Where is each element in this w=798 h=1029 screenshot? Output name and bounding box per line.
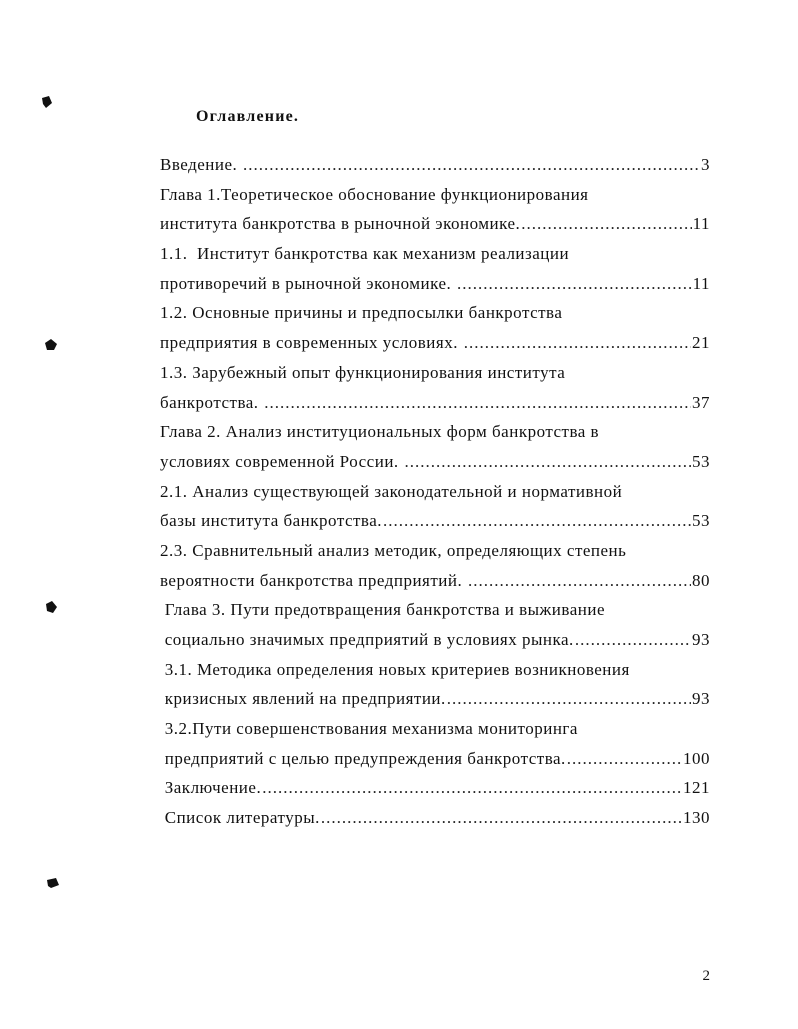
toc-line	[160, 388, 710, 418]
page-title: Оглавление.	[196, 108, 300, 125]
toc-entry-text: Список литературы.	[160, 808, 320, 828]
toc-line	[160, 269, 710, 299]
toc-line	[160, 506, 710, 536]
toc-entry-text: Глава 1.Теоретическое обоснование функционирования	[160, 184, 589, 204]
toc-entry-text: предприятия в современных условиях.	[160, 333, 463, 353]
toc-dot-leader	[262, 773, 682, 803]
toc-entry-text: 3.1. Методика определения новых критериев возникновения	[160, 659, 630, 679]
toc-dot-leader	[383, 506, 691, 536]
toc-entry-text: социально значимых предприятий в условиях рынка.	[160, 630, 574, 649]
toc-line	[160, 447, 710, 477]
toc-entry-text: 1.1. Институт банкротства как механизм реализации	[160, 244, 570, 264]
page-number: 2	[702, 968, 710, 984]
toc-entry-text: 2.1. Анализ существующей законодательной и нормативной	[160, 481, 623, 501]
toc-line	[160, 477, 710, 507]
toc-entry-text: Заключение.	[160, 778, 262, 798]
punch-mark-icon	[44, 600, 58, 614]
toc-page-number: 121	[683, 778, 710, 798]
toc-line	[160, 625, 710, 655]
toc-page-number: 3	[701, 155, 710, 174]
toc-dot-leader	[575, 625, 691, 655]
toc-page-number: 100	[683, 748, 710, 768]
toc-entry-text: вероятности банкротства предприятий.	[160, 570, 467, 590]
toc-line	[160, 595, 710, 625]
toc-page-number: 11	[692, 273, 710, 293]
punch-mark-icon	[44, 338, 58, 352]
toc-line	[160, 298, 710, 328]
toc-entry-text: 1.3. Зарубежный опыт функционирования института	[160, 362, 566, 382]
toc-page-number: 130	[683, 808, 710, 828]
toc-page-number: 21	[692, 333, 710, 353]
toc-page-number: 93	[692, 689, 710, 709]
toc-entry-text: противоречий в рыночной экономике.	[160, 273, 456, 293]
toc-entry-text: Глава 2. Анализ институциональных форм банкротства в	[160, 422, 600, 442]
toc-line	[160, 566, 710, 596]
toc-dot-leader	[567, 744, 682, 774]
toc-dot-leader	[404, 447, 691, 477]
toc-dot-leader	[464, 328, 691, 358]
toc-line	[160, 803, 710, 833]
toc-dot-leader	[457, 269, 692, 299]
toc-entry-text: условиях современной России.	[160, 451, 404, 471]
toc-line	[160, 150, 710, 180]
toc-page-number: 37	[692, 392, 710, 412]
toc-line	[160, 684, 710, 714]
toc-line	[160, 239, 710, 269]
table-of-contents	[160, 150, 710, 833]
toc-entry-text: 3.2.Пути совершенствования механизма мониторинга	[160, 719, 578, 739]
toc-line	[160, 209, 710, 239]
toc-line	[160, 358, 710, 388]
toc-line	[160, 655, 710, 685]
toc-entry-text: Введение.	[160, 155, 243, 174]
toc-entry-text: базы института банкротства.	[160, 511, 383, 531]
toc-entry-text: Глава 3. Пути предотвращения банкротства и выживание	[160, 600, 605, 620]
punch-mark-icon	[46, 876, 60, 890]
toc-dot-leader	[447, 684, 691, 714]
toc-dot-leader	[468, 566, 691, 596]
punch-mark-icon	[40, 95, 54, 109]
toc-line	[160, 744, 710, 774]
toc-dot-leader	[243, 150, 700, 180]
toc-line	[160, 180, 710, 210]
toc-page-number: 93	[692, 630, 710, 649]
toc-line	[160, 536, 710, 566]
toc-page-number: 53	[692, 511, 710, 531]
toc-line	[160, 714, 710, 744]
toc-entry-text: кризисных явлений на предприятии.	[160, 689, 446, 709]
toc-entry-text: 1.2. Основные причины и предпосылки банкротства	[160, 303, 563, 323]
toc-entry-text: предприятий с целью предупреждения банкротства.	[160, 748, 566, 768]
toc-line	[160, 773, 710, 803]
toc-page-number: 80	[692, 570, 710, 590]
toc-line	[160, 417, 710, 447]
toc-page-number: 11	[692, 214, 710, 234]
toc-dot-leader	[321, 803, 682, 833]
toc-line	[160, 328, 710, 358]
toc-page-number: 53	[692, 451, 710, 471]
toc-entry-text: института банкротства в рыночной экономике.	[160, 214, 521, 234]
toc-dot-leader	[521, 209, 691, 239]
toc-dot-leader	[264, 388, 691, 418]
toc-entry-text: 2.3. Сравнительный анализ методик, определяющих степень	[160, 540, 627, 560]
toc-entry-text: банкротства.	[160, 392, 264, 412]
